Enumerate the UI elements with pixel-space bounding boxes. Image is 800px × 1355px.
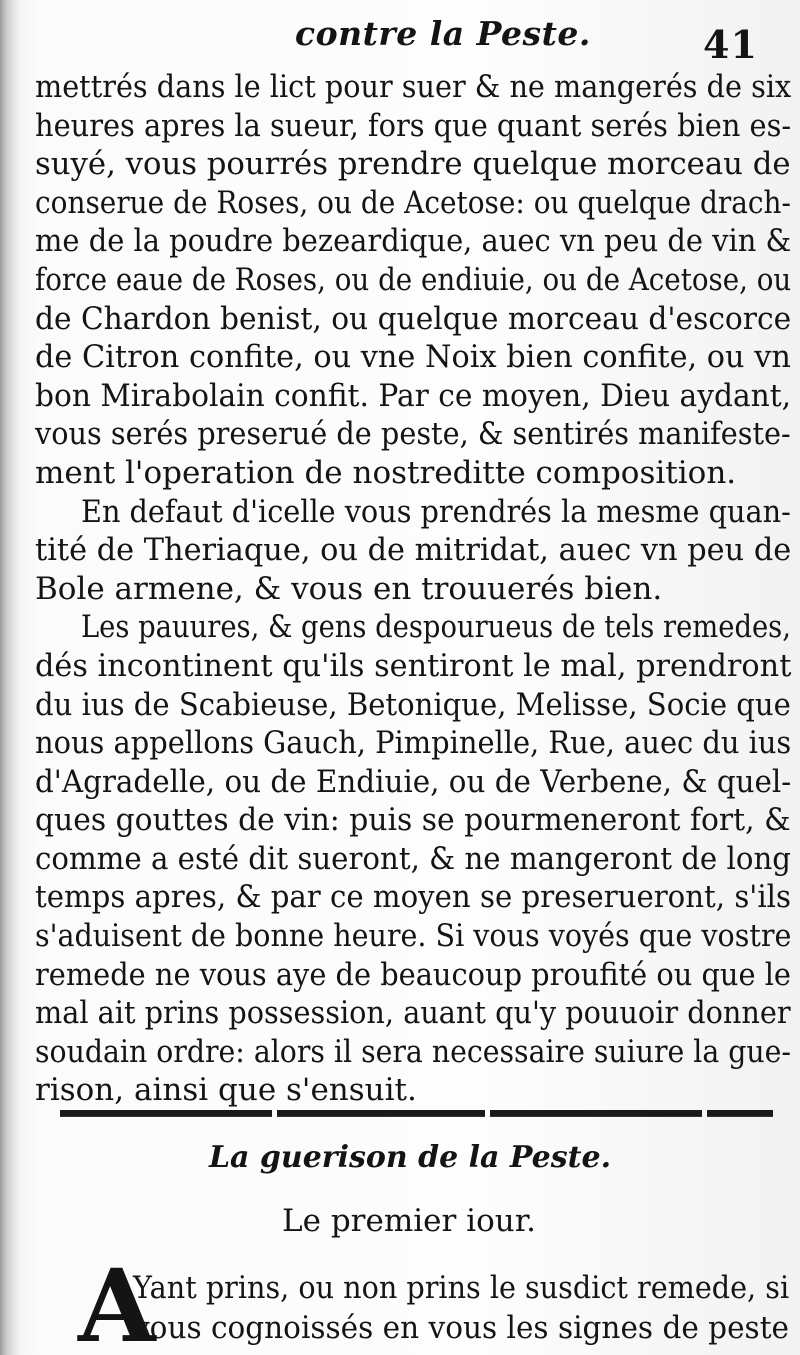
text-line: tité de Theriaque, ou de mitridat, auec vn peu de bbox=[35, 532, 792, 569]
text-line: nous appellons Gauch, Pimpinelle, Rue, auec du ius bbox=[35, 725, 792, 762]
rule-segment bbox=[707, 1110, 773, 1117]
text-line: temps apres, & par ce moyen se preserueront, s'ils bbox=[35, 879, 791, 916]
text-line: Les pauures, & gens despourueus de tels remedes, bbox=[81, 609, 791, 646]
text-line: rison, ainsi que s'ensuit. bbox=[35, 1072, 417, 1109]
text-line: du ius de Scabieuse, Betonique, Melisse, Socie que bbox=[35, 686, 791, 723]
text-line: ques gouttes de vin: puis se pourmeneront fort, & bbox=[35, 802, 791, 839]
text-line: mal ait prins possession, auant qu'y pouuoir donner bbox=[35, 995, 791, 1032]
text-line: me de la poudre bezeardique, auec vn peu de vin & bbox=[35, 223, 792, 260]
body-text bbox=[35, 68, 795, 1110]
text-line: conserue de Roses, ou de Acetose: ou quelque drach- bbox=[35, 184, 791, 221]
text-line: Yant prins, ou non prins le susdict remede, si bbox=[133, 1270, 790, 1306]
text-line: dés incontinent qu'ils sentiront le mal, prendront bbox=[35, 647, 792, 684]
text-line: Bole armene, & vous en trouuerés bien. bbox=[35, 570, 663, 607]
rule-segment bbox=[277, 1110, 485, 1117]
text-line: s'aduisent de bonne heure. Si vous voyés que vostre bbox=[35, 918, 792, 955]
rule-segment bbox=[490, 1110, 702, 1117]
text-line: mettrés dans le lict pour suer & ne mangerés de six bbox=[35, 69, 792, 105]
text-line: comme a esté dit sueront, & ne mangeront de long bbox=[35, 840, 791, 877]
section-text bbox=[133, 1268, 793, 1348]
section-subtitle: Le premier iour. bbox=[282, 1203, 536, 1239]
text-line: d'Agradelle, ou de Endiuie, ou de Verbene, & quel- bbox=[35, 763, 792, 800]
text-line: bon Mirabolain confit. Par ce moyen, Dieu aydant, bbox=[35, 377, 792, 414]
drop-cap: A bbox=[78, 1247, 156, 1355]
text-line: vous cognoissés en vous les signes de peste bbox=[133, 1310, 790, 1346]
text-line: remede ne vous aye de beaucoup proufité ou que le bbox=[35, 956, 791, 993]
text-line: suyé, vous pourrés prendre quelque morceau de bbox=[35, 146, 791, 183]
running-head: contre la Peste. bbox=[295, 14, 591, 53]
text-line: de Citron confite, ou vne Noix bien confite, ou vn bbox=[35, 339, 791, 376]
text-line: soudain ordre: alors il sera necessaire suiure la gue- bbox=[35, 1033, 791, 1070]
text-line: de Chardon benist, ou quelque morceau d'escorce bbox=[35, 300, 792, 337]
text-line: En defaut d'icelle vous prendrés la mesme quan- bbox=[81, 493, 791, 530]
text-line: vous serés preserué de peste, & sentirés manifeste- bbox=[35, 416, 791, 453]
rule-segment bbox=[60, 1110, 272, 1117]
ornamental-rule bbox=[60, 1108, 773, 1118]
text-line: ment l'operation de nostreditte composition. bbox=[35, 454, 737, 491]
page-number: 41 bbox=[703, 22, 758, 67]
text-line: force eaue de Roses, ou de endiuie, ou de Acetose, ou bbox=[35, 261, 792, 298]
text-line: heures apres la sueur, fors que quant serés bien es- bbox=[35, 107, 792, 144]
section-title: La guerison de la Peste. bbox=[208, 1140, 612, 1175]
